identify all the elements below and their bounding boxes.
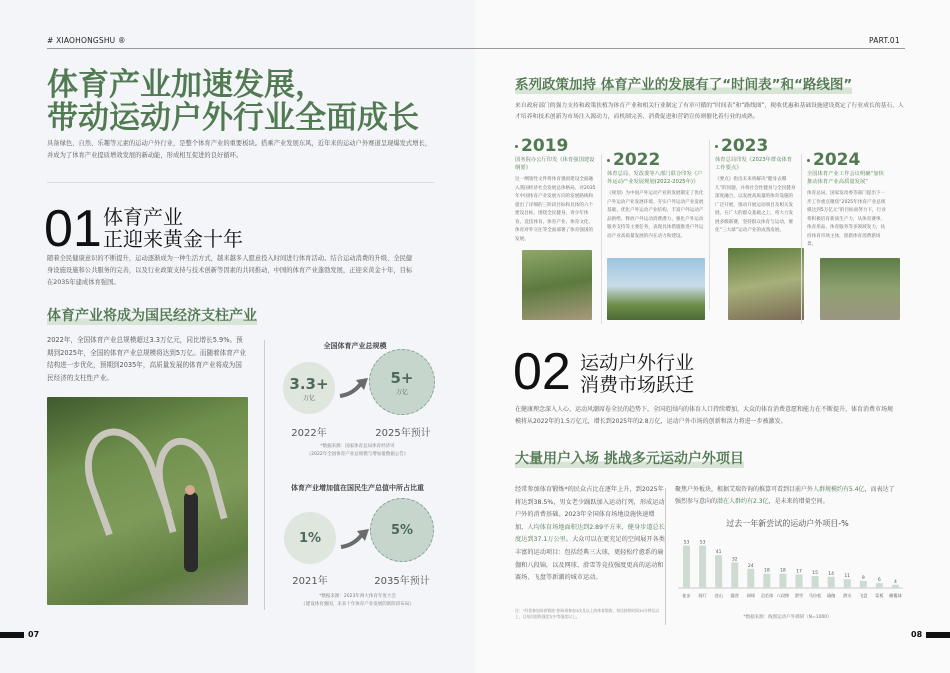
chart2-title: 体育产业增加值在国民生产总值中所占比重 — [291, 484, 424, 492]
section-divider — [47, 182, 434, 183]
subheading-policy: 系列政策加持 体育产业的发展有了“时间表”和“路线图” — [515, 77, 853, 93]
subheading-users: 大量用户入场 挑战多元运动户外项目 — [515, 451, 744, 467]
timeline-line — [601, 154, 602, 324]
timeline-item-2019 — [515, 136, 597, 244]
bar-category-label: 飞盘 — [859, 593, 868, 598]
chart1-source: *数据来源：国家体育总局体育经济司 《2022年全国体育产业总规模与增加值数据公告》 — [306, 444, 409, 457]
bar-橄榄球 — [892, 585, 899, 588]
timeline-dot-icon — [515, 145, 518, 148]
timeline-heading: 全国体育产业工作会议明确“加快推动体育产业高质量发展” — [807, 171, 884, 185]
bar-category-label: 马拉松 — [808, 593, 822, 598]
highlight-facilities: 人均体育场地面积达到2.89平方米，健身步道总长度达到37.1万公里。 — [515, 523, 665, 544]
bar-category-label: 羽毛球 — [760, 593, 774, 598]
section-title-line2: 正迎来黄金十年 — [103, 227, 243, 251]
footnote: 注：“经常参加体育锻炼”指每周参加3次及以上的体育锻炼，每次持续时间30分钟及以上，且每次锻炼强度在中等强度以上。 — [515, 608, 660, 619]
column-divider — [665, 488, 666, 625]
chart2-label-2021: 2021年 — [292, 576, 328, 587]
timeline-photo — [728, 248, 804, 320]
bar-羽毛球 — [763, 574, 770, 588]
bar-value-label: 14 — [828, 571, 835, 577]
bar-徒步 — [683, 546, 690, 588]
chart1-label-2025: 2025年预计 — [375, 428, 431, 439]
timeline-item-2023 — [715, 136, 797, 236]
bar-value-label: 53 — [699, 540, 706, 546]
timeline-heading: 体育总局印发《2023年群众体育工作要点》 — [715, 157, 793, 171]
timeline-item-2024 — [807, 150, 889, 250]
section-title-line1: 体育产业 — [103, 205, 183, 229]
chart2-value-2021: 1% — [298, 530, 322, 546]
chart1-value-2022: 3.3+ — [289, 374, 329, 393]
chart1-unit-2025: 万亿 — [395, 388, 408, 396]
timeline-line — [801, 154, 802, 324]
bar-chart — [675, 530, 910, 602]
intro-text: 具备绿色、自然、乐趣等元素的运动户外行业，是整个体育产业的重要板块。搭乘产业发展东风，近年来的运动户外赛道呈现爆发式增长，并成为了体育产业提质增效发展的新动能，形成相互促进的良好循环。 — [47, 140, 432, 159]
bar-chart-source: *数据来源：线图运动户外调研（N=1000） — [743, 615, 832, 620]
section-title — [580, 352, 694, 396]
page-title-line2: 带动运动户外行业全面成长 — [47, 100, 419, 136]
timeline-photo — [522, 250, 592, 320]
bar-category-label: 露营 — [730, 593, 739, 598]
timeline-line — [709, 140, 710, 310]
bar-滑雪 — [796, 574, 803, 588]
part-label: PART.01 — [869, 36, 900, 45]
timeline-dot-icon — [607, 159, 610, 162]
section-number: 02 — [513, 343, 571, 401]
chart1-title: 全国体育产业总规模 — [323, 342, 387, 350]
bar-category-label: 滑雪 — [794, 593, 804, 598]
bar-category-label: 潜水 — [843, 593, 852, 598]
bar-登山 — [715, 555, 722, 588]
bar-category-label: 橄榄球 — [889, 593, 902, 598]
timeline-heading: 国务院办公厅印发《体育强国建设纲要》 — [515, 157, 595, 171]
chart1-circle-2022 — [283, 362, 335, 414]
bar-category-label: 骑行 — [698, 593, 707, 598]
bar-value-label: 53 — [683, 540, 690, 546]
section-number: 01 — [44, 200, 102, 258]
bar-category-label: 徒步 — [682, 593, 691, 598]
section-title-line2: 消费市场跃迁 — [580, 374, 695, 396]
section-title — [103, 206, 243, 250]
brand-label: # XIAOHONGSHU ® — [47, 36, 126, 45]
bar-value-label: 18 — [780, 568, 786, 574]
timeline-year: 2023 — [715, 136, 797, 156]
chart1-unit-2022: 万亿 — [302, 394, 315, 402]
right-page — [475, 0, 950, 673]
section-text: 在健康理念深入人心、运动风潮席卷全民的趋势下，全国范围内的体育人口持续增加，大众的体育消费意愿和能力在不断提升，体育消费市场规模将从2022年的1.5万亿元，增长到2025年的2.8万亿，运动户外市场的创新和活力将进一步被激发。 — [515, 406, 894, 425]
chart2-value-2035: 5% — [390, 522, 414, 538]
participation-text: 经常参加体育锻炼*的民众占比在逐年上升，到2025年将达到38.5%，男女老少踊跃加入运动行列，形成运动户外的消费基础。2023年全国体育场地设施快速增加，人均体育场地面积达到2.89平方米，健身步道总长度达到37.1万公里。大众可以在更充足的空间展开各类丰富的运动项目：包括经典三大球，更轻松疗愈系的瑜伽和八段锦，以及网球、滑雪等竞技强度更高的运动和赛场、飞盘等新潮的城市运动。 — [515, 486, 665, 582]
header-divider — [475, 48, 905, 49]
bar-category-label: 八段锦 — [776, 593, 790, 598]
timeline-dot-icon — [807, 159, 810, 162]
subheading: 体育产业将成为国民经济支柱产业 — [47, 308, 257, 324]
bar-value-label: 41 — [715, 550, 722, 556]
growth-arrow-icon — [338, 376, 370, 398]
bar-category-label: 瑜伽 — [826, 593, 836, 598]
runner-photo — [47, 397, 248, 605]
chart1-value-2025: 5+ — [390, 368, 414, 387]
timeline-year: 2024 — [807, 150, 889, 170]
timeline-photo — [607, 258, 705, 320]
bar-马拉松 — [812, 576, 819, 588]
paragraph: 2022年，全国体育产业总规模超过3.3万亿元，同比增长5.9%。预期到2025年，全国的体育产业总规模将达到5万亿。而随着体育产业结构进一步优化，预期到2035年，高质量发展的体育产业将成为国民经济的支柱性产业。 — [47, 336, 247, 382]
bar-chart-title: 过去一年新尝试的运动户外项目-% — [726, 519, 849, 528]
timeline-year: 2019 — [515, 136, 597, 156]
timeline-body: 这一纲领性文件将体育强国建设全面融入我国经济社会发展总体格局，对2035年中国体育产业发展方向的发展路线和提出了详细的三阶段目标和具体的六个建设目标，围绕全民健身、青少年体育、竞技体育、体育产业、体育文化、体育对外交往等全面部署了体育强国的发展。 — [515, 177, 596, 242]
bar-category-label: 桨板 — [875, 593, 884, 598]
section-text: 随着全民健康意识的不断提升，运动逐渐成为一种生活方式，越来越多人愿意投入时间进行体育活动。结合运动消费的升级、全民健身设施设施和公共服务的完善，以及行业政策支持与技术创新等因素的共同推动，中国的体育产业蓬勃发展，正迎来黄金十年，目标在2035年建成体育强国。 — [47, 255, 413, 286]
column-divider — [264, 340, 265, 610]
timeline-heading: 体育总局、发改委等八部门联合印发《户外运动产业发展规划(2022-2025年)》 — [607, 171, 703, 185]
bar-露营 — [731, 562, 738, 588]
chart2-circle-2021 — [284, 512, 336, 564]
bar-category-label: 登山 — [714, 593, 723, 598]
outdoor-text: 聚焦户外板块，根据艾瑞咨询的推算可看到目前户外人群规模约有5.4亿，而表达了强烈参与意向的潜在人群约有2.3亿，是未来的增量空间。 — [675, 486, 895, 505]
section-title-line1: 运动户外行业 — [580, 352, 695, 374]
bar-网球 — [747, 569, 754, 588]
bar-value-label: 6 — [877, 578, 881, 584]
timeline-body: 《要点》指出未来将解决“健身去哪儿”的问题，并将社会性健身与全民健身深度融合，以发展高质量的体育设施的广泛开展，推动开展运动项目及相关发展。在广大的群众基础之上，将大力发展多级联赛，坚持群众体育与运动，催化“三大球”运动产业的成熟发展。 — [715, 177, 796, 233]
chart1-circle-2025 — [369, 349, 435, 415]
page-number: 07 — [28, 630, 40, 639]
page-number: 08 — [911, 630, 923, 639]
chart2-circle-2035 — [370, 498, 434, 562]
timeline-year: 2022 — [607, 150, 707, 170]
bar-value-label: 32 — [731, 557, 738, 563]
bar-八段锦 — [779, 574, 786, 588]
bar-value-label: 18 — [763, 568, 770, 574]
bar-骑行 — [699, 546, 706, 588]
bar-潜水 — [844, 579, 851, 588]
bar-value-label: 24 — [747, 563, 754, 569]
growth-arrow-icon — [339, 527, 371, 549]
timeline-body: 体育总局、国家发改委等部门提出下一步工作重点聚焦“2025年体育产业总规模达到5万亿元”的目标而努力下，行业将积极培育新质生产力，从体育赛事、体育用品、体育服务等多领域发力，扶持体育市场主体，创新体育消费新场景。 — [807, 191, 886, 247]
bar-category-label: 网球 — [746, 593, 755, 598]
page-title — [47, 69, 419, 135]
bar-value-label: 15 — [812, 571, 818, 576]
timeline-dot-icon — [715, 145, 718, 148]
intro-text: 来自政府部门的强力支持和政策扶植为体育产业和相关行业制定了有章可循的“时间表”和“路线图”，税收优惠和基础设施建设奠定了行业成长的基石，人才培养和技术创新为市场注入源动力，而机制完善、消费促进和营销宣传则催化着行业的成熟。 — [515, 103, 904, 120]
chart1-label-2022: 2022年 — [291, 428, 327, 439]
bar-value-label: 11 — [844, 574, 851, 580]
page-marker-bar — [0, 632, 24, 638]
bar-飞盘 — [860, 581, 867, 588]
header-divider — [47, 48, 475, 49]
timeline-item-2022 — [607, 150, 707, 241]
page-title-line1: 体育产业加速发展， — [47, 67, 326, 103]
chart2-source: *数据来源：2023年两大体育年度大会 《建设体育强国，未来十年体育产业发展的新阶段布局》 — [301, 594, 414, 607]
bar-value-label: 4 — [893, 579, 897, 585]
bar-value-label: 17 — [796, 569, 802, 575]
page-marker-bar — [926, 632, 950, 638]
bar-value-label: 9 — [861, 575, 865, 581]
bar-瑜伽 — [828, 577, 835, 588]
chart2-label-2035: 2035年预计 — [374, 576, 430, 587]
bar-桨板 — [876, 583, 883, 588]
timeline-body: 《规划》为中国户外运动产业的发展制定了优化户外运动产业发展环境、夯实户外运动产业发展基础、优化户外运动产业结构、丰富户外运动产品供给、释放户外运动消费潜力、强化户外运动服务支持等主要任务，表现具体措施推进户外运动产业高质量发展的内在动力和建设。 — [607, 191, 704, 239]
timeline-photo — [820, 258, 900, 320]
